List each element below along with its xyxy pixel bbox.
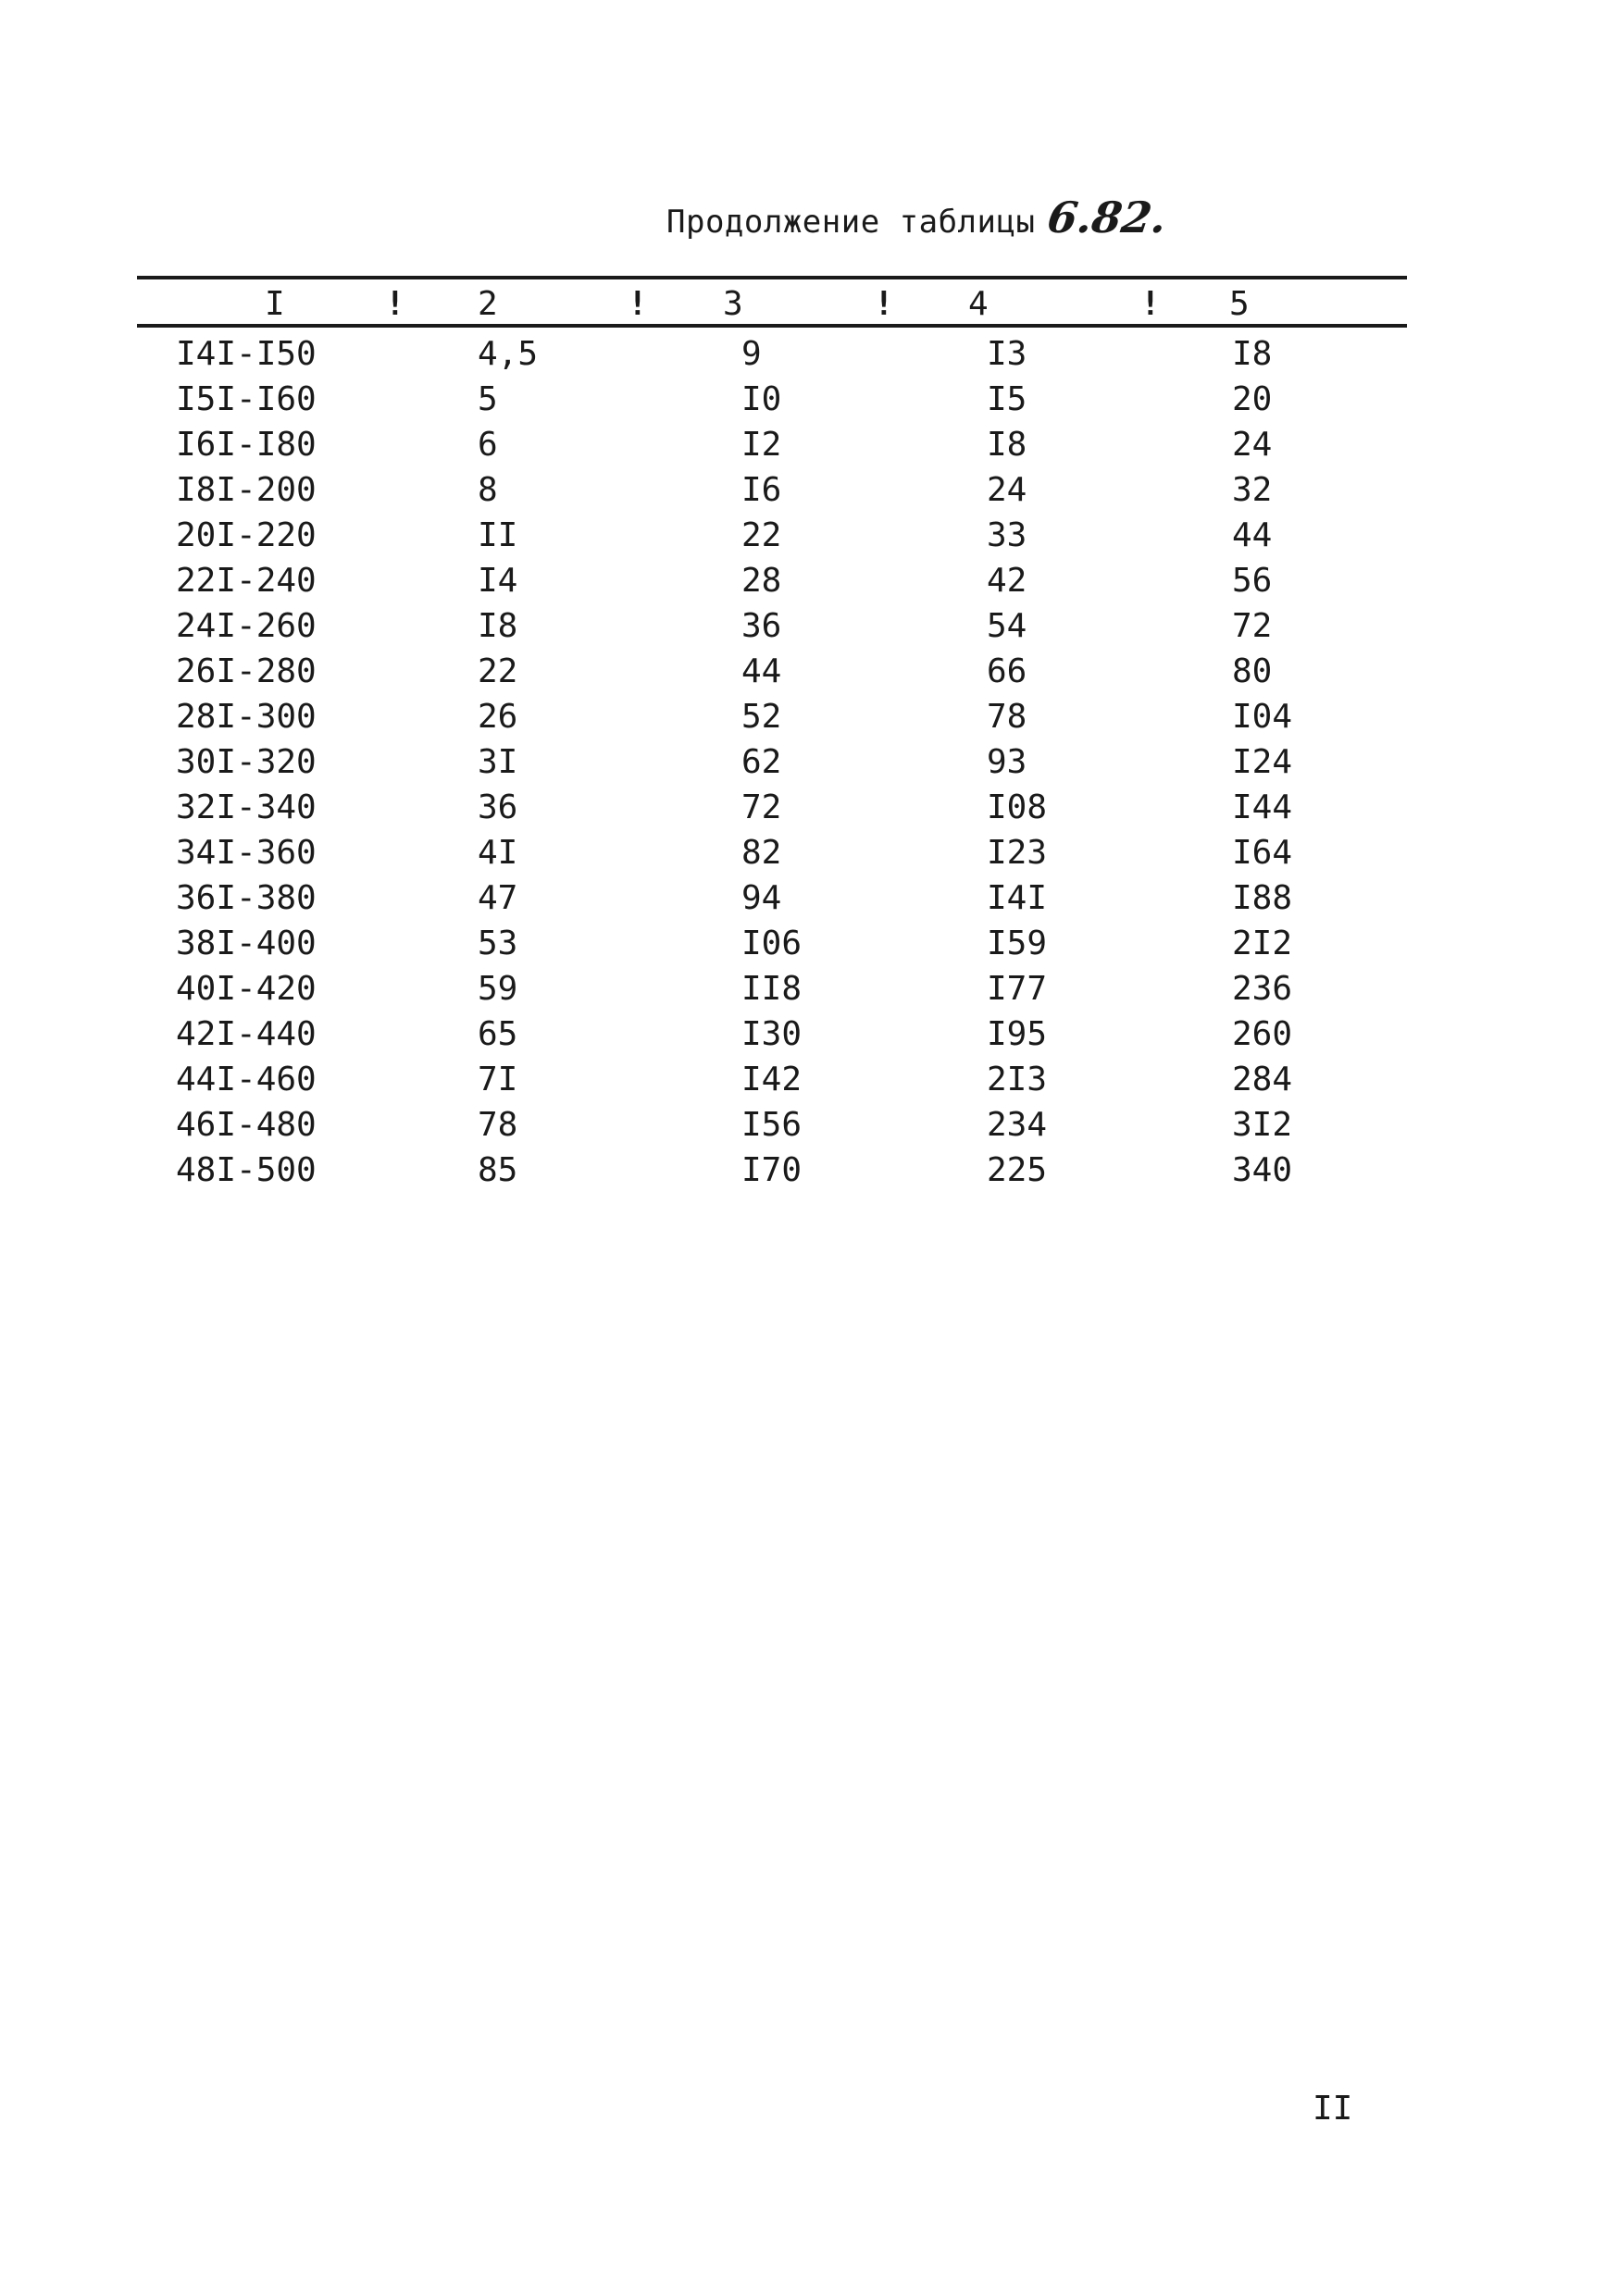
cell-col-2: 7I bbox=[478, 1061, 518, 1098]
table-row bbox=[137, 879, 1407, 925]
cell-range: 34I-360 bbox=[176, 834, 317, 872]
header-col-4: 4 bbox=[968, 285, 989, 323]
cell-col-2: 26 bbox=[478, 698, 518, 736]
cell-range: 46I-480 bbox=[176, 1106, 317, 1144]
table-row bbox=[137, 335, 1407, 380]
cell-col-3: I06 bbox=[741, 925, 803, 962]
cell-col-5: 236 bbox=[1232, 970, 1293, 1008]
cell-col-3: I0 bbox=[741, 380, 782, 418]
cell-col-5: 2I2 bbox=[1232, 925, 1293, 962]
cell-range: I4I-I50 bbox=[176, 335, 317, 373]
table-header bbox=[137, 285, 1407, 322]
table-row bbox=[137, 607, 1407, 652]
header-col-3: 3 bbox=[723, 285, 743, 323]
table-number: 6.82. bbox=[1044, 192, 1171, 242]
cell-range: 38I-400 bbox=[176, 925, 317, 962]
table-row bbox=[137, 970, 1407, 1015]
header-separator: ! bbox=[874, 285, 894, 323]
cell-range: 36I-380 bbox=[176, 879, 317, 917]
cell-col-3: II8 bbox=[741, 970, 803, 1008]
header-col-5: 5 bbox=[1229, 285, 1250, 323]
cell-col-4: 66 bbox=[987, 652, 1027, 690]
cell-range: I6I-I80 bbox=[176, 426, 317, 464]
cell-col-3: I2 bbox=[741, 426, 782, 464]
cell-col-3: 62 bbox=[741, 743, 782, 781]
cell-range: I5I-I60 bbox=[176, 380, 317, 418]
table-row bbox=[137, 834, 1407, 879]
cell-col-5: 260 bbox=[1232, 1015, 1293, 1053]
cell-col-3: 36 bbox=[741, 607, 782, 645]
cell-col-2: 59 bbox=[478, 970, 518, 1008]
header-col-1: I bbox=[265, 285, 285, 323]
table-row bbox=[137, 426, 1407, 471]
cell-col-4: I95 bbox=[987, 1015, 1048, 1053]
cell-col-2: 78 bbox=[478, 1106, 518, 1144]
page-number: II bbox=[1313, 2090, 1353, 2128]
table-top-rule bbox=[137, 276, 1407, 279]
cell-col-2: 3I bbox=[478, 743, 518, 781]
cell-col-5: I88 bbox=[1232, 879, 1293, 917]
cell-col-4: I4I bbox=[987, 879, 1048, 917]
cell-col-3: 94 bbox=[741, 879, 782, 917]
cell-range: 44I-460 bbox=[176, 1061, 317, 1098]
cell-col-5: 72 bbox=[1232, 607, 1273, 645]
cell-col-2: 53 bbox=[478, 925, 518, 962]
cell-col-3: 9 bbox=[741, 335, 762, 373]
table-header-rule bbox=[137, 324, 1407, 328]
cell-col-4: 93 bbox=[987, 743, 1027, 781]
cell-col-3: 44 bbox=[741, 652, 782, 690]
cell-col-2: I8 bbox=[478, 607, 518, 645]
cell-col-2: 4I bbox=[478, 834, 518, 872]
cell-col-4: 2I3 bbox=[987, 1061, 1048, 1098]
cell-col-3: 82 bbox=[741, 834, 782, 872]
table-row bbox=[137, 562, 1407, 607]
cell-col-3: I56 bbox=[741, 1106, 803, 1144]
cell-col-5: 80 bbox=[1232, 652, 1273, 690]
cell-range: 28I-300 bbox=[176, 698, 317, 736]
cell-col-2: 47 bbox=[478, 879, 518, 917]
cell-col-2: 5 bbox=[478, 380, 498, 418]
cell-col-4: I8 bbox=[987, 426, 1027, 464]
cell-col-5: 32 bbox=[1232, 471, 1273, 509]
table-row bbox=[137, 516, 1407, 562]
cell-col-5: 56 bbox=[1232, 562, 1273, 600]
table-row bbox=[137, 380, 1407, 426]
table-row bbox=[137, 652, 1407, 698]
cell-col-5: 284 bbox=[1232, 1061, 1293, 1098]
header-col-2: 2 bbox=[478, 285, 498, 323]
cell-col-3: 72 bbox=[741, 788, 782, 826]
table-row bbox=[137, 788, 1407, 834]
table-row bbox=[137, 1151, 1407, 1197]
cell-range: 22I-240 bbox=[176, 562, 317, 600]
cell-col-4: 234 bbox=[987, 1106, 1048, 1144]
cell-range: 40I-420 bbox=[176, 970, 317, 1008]
cell-range: I8I-200 bbox=[176, 471, 317, 509]
cell-col-2: 65 bbox=[478, 1015, 518, 1053]
cell-col-2: I4 bbox=[478, 562, 518, 600]
cell-col-3: I42 bbox=[741, 1061, 803, 1098]
header-separator: ! bbox=[1140, 285, 1161, 323]
cell-col-2: 85 bbox=[478, 1151, 518, 1189]
cell-col-3: 52 bbox=[741, 698, 782, 736]
cell-col-3: I30 bbox=[741, 1015, 803, 1053]
cell-col-3: I6 bbox=[741, 471, 782, 509]
cell-range: 42I-440 bbox=[176, 1015, 317, 1053]
cell-col-4: 33 bbox=[987, 516, 1027, 554]
cell-col-4: 78 bbox=[987, 698, 1027, 736]
cell-range: 48I-500 bbox=[176, 1151, 317, 1189]
cell-range: 30I-320 bbox=[176, 743, 317, 781]
cell-range: 32I-340 bbox=[176, 788, 317, 826]
cell-col-4: 225 bbox=[987, 1151, 1048, 1189]
cell-col-5: 3I2 bbox=[1232, 1106, 1293, 1144]
table-row bbox=[137, 925, 1407, 970]
cell-col-4: I5 bbox=[987, 380, 1027, 418]
cell-col-5: 24 bbox=[1232, 426, 1273, 464]
cell-col-2: 8 bbox=[478, 471, 498, 509]
cell-col-4: I23 bbox=[987, 834, 1048, 872]
cell-col-5: I44 bbox=[1232, 788, 1293, 826]
header-separator: ! bbox=[385, 285, 405, 323]
cell-col-2: II bbox=[478, 516, 518, 554]
cell-col-5: I8 bbox=[1232, 335, 1273, 373]
cell-col-3: 28 bbox=[741, 562, 782, 600]
table-row bbox=[137, 1015, 1407, 1061]
cell-col-4: 24 bbox=[987, 471, 1027, 509]
cell-col-3: I70 bbox=[741, 1151, 803, 1189]
cell-col-3: 22 bbox=[741, 516, 782, 554]
table-row bbox=[137, 1106, 1407, 1151]
cell-col-2: 22 bbox=[478, 652, 518, 690]
cell-col-4: I59 bbox=[987, 925, 1048, 962]
header-separator: ! bbox=[628, 285, 648, 323]
cell-col-4: I08 bbox=[987, 788, 1048, 826]
table-row bbox=[137, 1061, 1407, 1106]
cell-range: 20I-220 bbox=[176, 516, 317, 554]
table-row bbox=[137, 698, 1407, 743]
cell-col-4: 42 bbox=[987, 562, 1027, 600]
cell-col-5: 20 bbox=[1232, 380, 1273, 418]
cell-range: 26I-280 bbox=[176, 652, 317, 690]
cell-col-5: 340 bbox=[1232, 1151, 1293, 1189]
cell-col-5: 44 bbox=[1232, 516, 1273, 554]
cell-col-2: 6 bbox=[478, 426, 498, 464]
cell-col-2: 36 bbox=[478, 788, 518, 826]
table-caption bbox=[666, 192, 1171, 242]
caption-text: Продолжение таблицы bbox=[666, 204, 1036, 241]
cell-range: 24I-260 bbox=[176, 607, 317, 645]
cell-col-4: 54 bbox=[987, 607, 1027, 645]
cell-col-5: I64 bbox=[1232, 834, 1293, 872]
cell-col-5: I24 bbox=[1232, 743, 1293, 781]
table-row bbox=[137, 471, 1407, 516]
table-row bbox=[137, 743, 1407, 788]
cell-col-5: I04 bbox=[1232, 698, 1293, 736]
cell-col-4: I3 bbox=[987, 335, 1027, 373]
cell-col-2: 4,5 bbox=[478, 335, 539, 373]
cell-col-4: I77 bbox=[987, 970, 1048, 1008]
table-body bbox=[137, 335, 1407, 1197]
